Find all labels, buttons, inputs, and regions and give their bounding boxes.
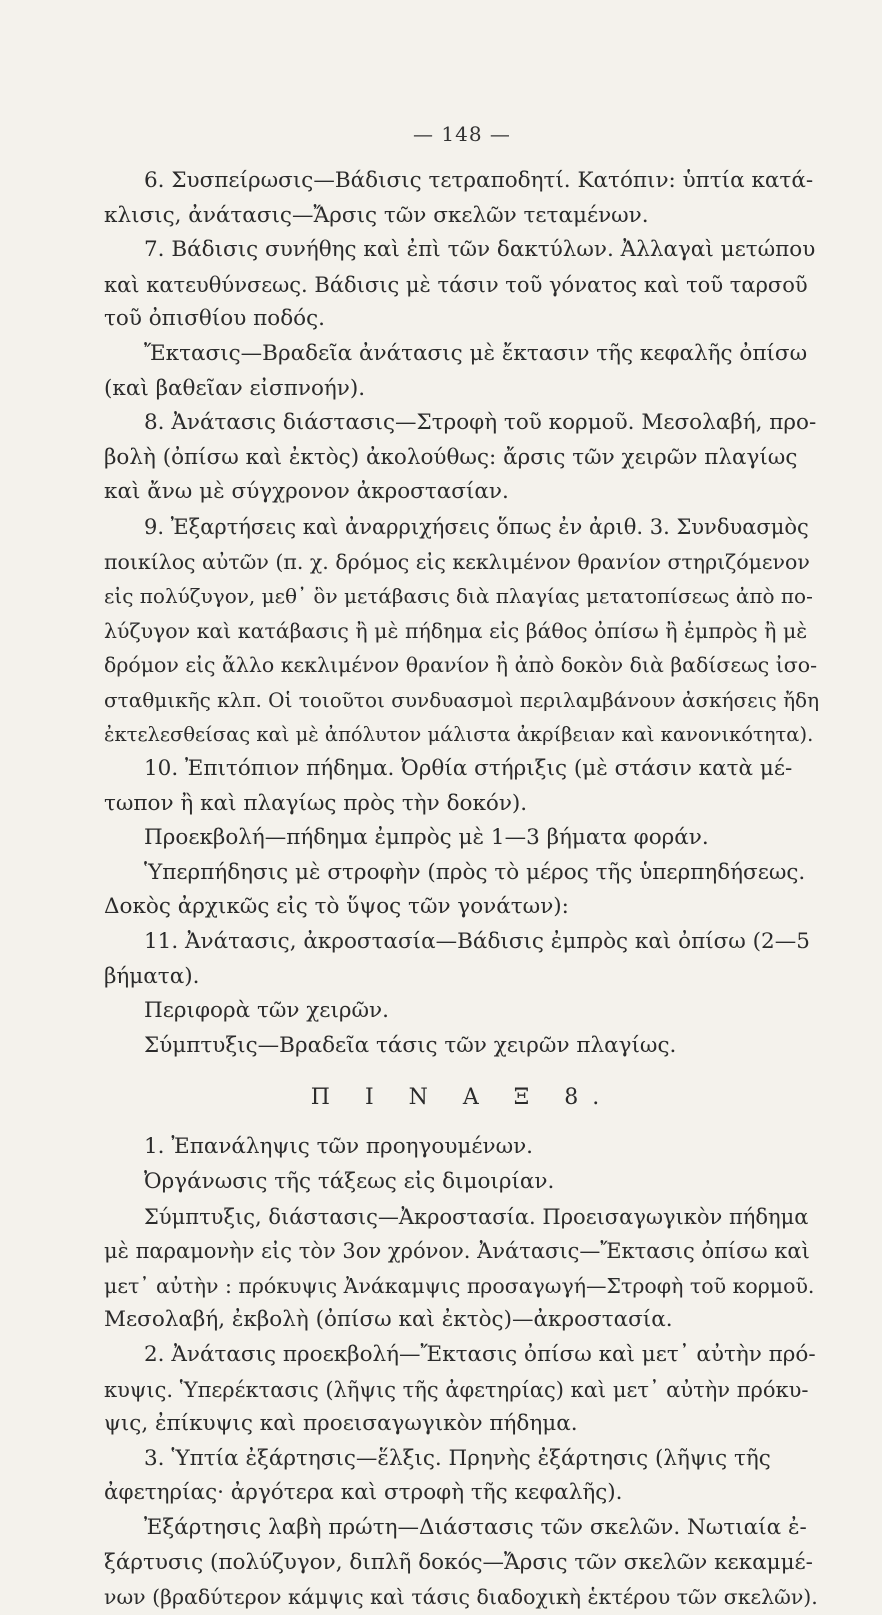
text-line: καὶ ἄνω μὲ σύγχρονον ἀκροστασίαν. (104, 479, 509, 505)
text-line: 7. Βάδισις συνήθης καὶ ἐπὶ τῶν δακτύλων. Ἀλλαγαὶ μετώπου (144, 237, 816, 263)
text-line: εἰς πολύζυγον, μεθ᾽ ὃν μετάβασις διὰ πλαγίας μετατοπίσεως ἀπὸ πο- (104, 584, 813, 609)
text-line: Ὀργάνωσις τῆς τάξεως εἰς διμοιρίαν. (144, 1169, 555, 1195)
text-line: (καὶ βαθεῖαν εἰσπνοήν). (104, 375, 366, 401)
text-line: ἀφετηρίας· ἀργότερα καὶ στροφὴ τῆς κεφαλῆς). (104, 1480, 623, 1506)
text-line: Δοκὸς ἀρχικῶς εἰς τὸ ὕψος τῶν γονάτων): (104, 894, 569, 920)
text-line: τωπον ἢ καὶ πλαγίως πρὸς τὴν δοκόν). (104, 790, 528, 816)
text-line: ἐκτελεσθείσας καὶ μὲ ἀπόλυτον μάλιστα ἀκρίβειαν καὶ κανονικότητα). (104, 722, 814, 746)
text-line: καὶ κατευθύνσεως. Βάδισις μὲ τάσιν τοῦ γόνατος καὶ τοῦ ταρσοῦ (104, 272, 808, 297)
text-line: Περιφορὰ τῶν χειρῶν. (144, 998, 389, 1024)
text-block-before (104, 164, 820, 1063)
text-line: ξάρτυσις (πολύζυγον, διπλῆ δοκός—Ἄρσις τῶν σκελῶν κεκαμμέ- (104, 1549, 813, 1575)
text-line: μὲ παραμονὴν εἰς τὸν 3ον χρόνον. Ἀνάτασις—Ἔκτασις ὀπίσω καὶ (104, 1239, 810, 1264)
text-line: Σύμπτυξις—Βραδεῖα τάσις τῶν χειρῶν πλαγίως. (144, 1032, 677, 1058)
text-line: 6. Συσπείρωσις—Βάδισις τετραποδητί. Κατόπιν: ὑπτία κατά- (144, 168, 814, 193)
text-line: 1. Ἐπανάληψις τῶν προηγουμένων. (144, 1134, 534, 1160)
text-line: Ἐξάρτησις λαβὴ πρώτη—Διάστασις τῶν σκελῶν. Νωτιαία ἐ- (144, 1514, 807, 1540)
text-line: κλισις, ἀνάτασις—Ἄρσις τῶν σκελῶν τεταμένων. (104, 202, 649, 228)
text-line: λύζυγον καὶ κατάβασις ἢ μὲ πήδημα εἰς βάθος ὀπίσω ἢ ἐμπρὸς ἢ μὲ (104, 618, 808, 643)
text-block-after (104, 1130, 820, 1614)
text-line: τοῦ ὀπισθίου ποδός. (104, 306, 325, 332)
text-line: 11. Ἀνάτασις, ἀκροστασία—Βάδισις ἐμπρὸς καὶ ὀπίσω (2—5 (144, 929, 810, 955)
text-line: μετ᾽ αὐτὴν : πρόκυψις Ἀνάκαμψις προσαγωγή—Στροφὴ τοῦ κορμοῦ. (104, 1273, 815, 1298)
text-line: νων (βραδύτερον κάμψις καὶ τάσις διαδοχικὴ ἑκτέρου τῶν σκελῶν). (104, 1585, 818, 1610)
text-line: Σύμπτυξις, διάστασις—Ἀκροστασία. Προεισαγωγικὸν πήδημα (144, 1204, 809, 1229)
text-line: 3. Ὑπτία ἐξάρτησις—ἕλξις. Πρηνὴς ἐξάρτησις (λῆψις τῆς (144, 1445, 771, 1471)
text-line: 10. Ἐπιτόπιον πήδημα. Ὀρθία στήριξις (μὲ στάσιν κατὰ μέ- (144, 756, 793, 782)
text-line: Προεκβολή—πήδημα ἐμπρὸς μὲ 1—3 βήματα φοράν. (144, 825, 709, 851)
text-line: Ἔκτασις—Βραδεῖα ἀνάτασις μὲ ἔκτασιν τῆς κεφαλῆς ὀπίσω (144, 340, 808, 366)
text-line: 9. Ἐξαρτήσεις καὶ ἀναρριχήσεις ὅπως ἐν ἀριθ. 3. Συνδυασμὸς (144, 514, 809, 539)
text-line: 8. Ἀνάτασις διάστασις—Στροφὴ τοῦ κορμοῦ. Μεσολαβή, προ- (144, 410, 817, 436)
section-title: Π Ι Ν Α Ξ 8. (310, 1085, 614, 1111)
text-line: ποικίλος αὐτῶν (π. χ. δρόμος εἰς κεκλιμένον θρανίον στηριζόμενον (104, 549, 810, 574)
text-line: σταθμικῆς κλπ. Οἱ τοιοῦτοι συνδυασμοὶ περιλαμβάνουν ἀσκήσεις ἤδη (104, 687, 820, 712)
text-line: Ὑπερπήδησις μὲ στροφὴν (πρὸς τὸ μέρος τῆς ὑπερπηδήσεως. (144, 859, 806, 885)
page-number: — 148 — (413, 122, 511, 146)
text-line: 2. Ἀνάτασις προεκβολή—Ἔκτασις ὀπίσω καὶ μετ᾽ αὐτὴν πρό- (144, 1342, 816, 1367)
text-line: Μεσολαβή, ἐκβολὴ (ὀπίσω καὶ ἐκτὸς)—ἀκροστασία. (104, 1307, 673, 1333)
text-line: δρόμον εἰς ἄλλο κεκλιμένον θρανίον ἢ ἀπὸ δοκὸν διὰ βαδίσεως ἰσο- (104, 653, 818, 678)
text-line: ψις, ἐπίκυψις καὶ προεισαγωγικὸν πήδημα. (104, 1411, 578, 1437)
text-line: βολὴ (ὀπίσω καὶ ἐκτὸς) ἀκολούθως: ἄρσις τῶν χειρῶν πλαγίως (104, 444, 798, 470)
text-line: βήματα). (104, 963, 200, 989)
text-line: κυψις. Ὑπερέκτασις (λῆψις τῆς ἀφετηρίας) καὶ μετ᾽ αὐτὴν πρόκυ- (104, 1377, 809, 1402)
